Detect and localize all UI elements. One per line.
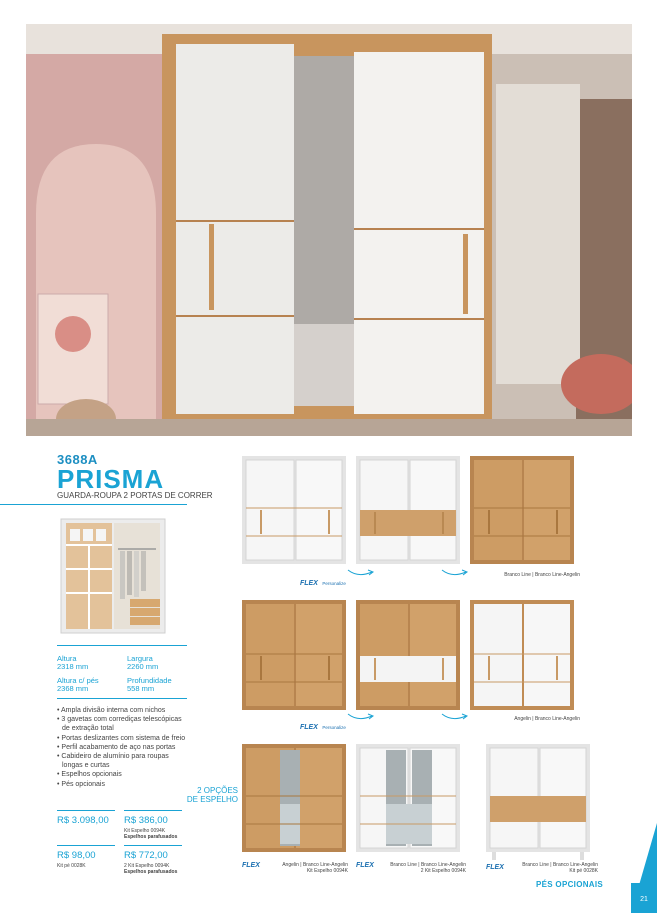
price-rule-2 — [124, 810, 182, 811]
feature-item: • Perfil acabamento de aço nas portas — [57, 743, 176, 751]
feature-item: longas e curtas — [62, 762, 110, 770]
diagram-rule — [57, 645, 187, 646]
price-double-mirror-kit: R$ 772,00 — [124, 850, 168, 861]
dims-rule — [57, 698, 187, 699]
wardrobe-white-1 — [242, 456, 346, 573]
dim-altura-pes-value: 2368 mm — [57, 684, 89, 693]
feature-item: • 3 gavetas com corrediças telescópicas — [57, 716, 182, 724]
price-main: R$ 3.098,00 — [57, 815, 109, 826]
arrow-icon — [346, 710, 376, 729]
flex-logo-1: FLEX Personalize — [300, 580, 346, 587]
dim-profundidade-value: 558 mm — [127, 684, 155, 693]
dim-largura-label: Largura — [127, 654, 153, 663]
price-feet-kit-note: Kit pé 0028K — [57, 863, 86, 869]
dim-altura-label: Altura — [57, 654, 77, 663]
caption-row3c: Branco Line | Branco Line-Angelin Kit pé 0028K — [522, 862, 598, 874]
title-rule — [0, 504, 187, 505]
mirror-options-label: 2 OPÇÕES DE ESPELHO — [186, 786, 238, 804]
wardrobe-wood-2 — [242, 600, 346, 719]
flex-logo-4: FLEX — [356, 862, 374, 869]
optional-feet-label: PÉS OPCIONAIS — [536, 880, 604, 889]
internal-diagram — [58, 517, 168, 635]
page-number: 21 — [631, 883, 657, 913]
caption-row1: Branco Line | Branco Line-Angelin — [504, 572, 580, 578]
price-rule-3 — [57, 845, 115, 846]
feature-item: • Cabideiro de alumínio para roupas — [57, 753, 169, 761]
price-rule-1 — [57, 810, 115, 811]
price-double-mirror-kit-note: 2 Kit Espelho 0094K Espelhos parafusados — [124, 863, 178, 875]
wardrobe-white-feet — [486, 744, 590, 867]
price-rule-4 — [124, 845, 182, 846]
caption-row3b: Branco Line | Branco Line-Angelin 2 Kit Espelho 0094K — [390, 862, 466, 874]
price-mirror-kit: R$ 386,00 — [124, 815, 168, 826]
product-name: PRISMA — [57, 464, 165, 494]
wardrobe-white-two-mirrors — [356, 744, 460, 861]
wardrobe-wood-white-band — [356, 600, 460, 719]
caption-row2: Angelin | Branco Line-Angelin — [514, 716, 580, 722]
feature-item: • Ampla divisão interna com nichos — [57, 707, 166, 714]
flex-logo-5: FLEX — [486, 864, 504, 871]
dim-altura-value: 2318 mm — [57, 662, 89, 671]
dim-profundidade-label: Profundidade — [127, 676, 172, 685]
feature-item: • Espelhos opcionais — [57, 771, 122, 779]
price-mirror-kit-note: Kit Espelho 0094K Espelhos parafusados — [124, 828, 178, 840]
price-feet-kit: R$ 98,00 — [57, 850, 96, 861]
hero-photo — [26, 24, 632, 436]
dim-altura-pes-label: Altura c/ pés — [57, 676, 99, 685]
product-code: 3688A — [57, 452, 98, 467]
feature-item: • Pés opcionais — [57, 780, 105, 788]
wardrobe-white-wood-frame — [470, 600, 574, 719]
wardrobe-white-wood-band — [356, 456, 460, 573]
flex-logo-3: FLEX — [242, 862, 260, 869]
feature-item: • Portas deslizantes com sistema de freio — [57, 734, 186, 742]
dim-largura-value: 2260 mm — [127, 662, 159, 671]
arrow-icon — [440, 566, 470, 585]
wardrobe-wood-mirror — [242, 744, 346, 861]
feature-list — [57, 706, 197, 789]
arrow-icon — [346, 566, 376, 585]
wardrobe-wood-1 — [470, 456, 574, 573]
arrow-icon — [440, 710, 470, 729]
product-subtitle: GUARDA-ROUPA 2 PORTAS DE CORRER — [57, 491, 213, 500]
flex-logo-2: FLEX Personalize — [300, 724, 346, 731]
caption-row3a: Angelin | Branco Line-Angelin Kit Espelho 0094K — [282, 862, 348, 874]
feature-item: de extração total — [62, 725, 114, 733]
